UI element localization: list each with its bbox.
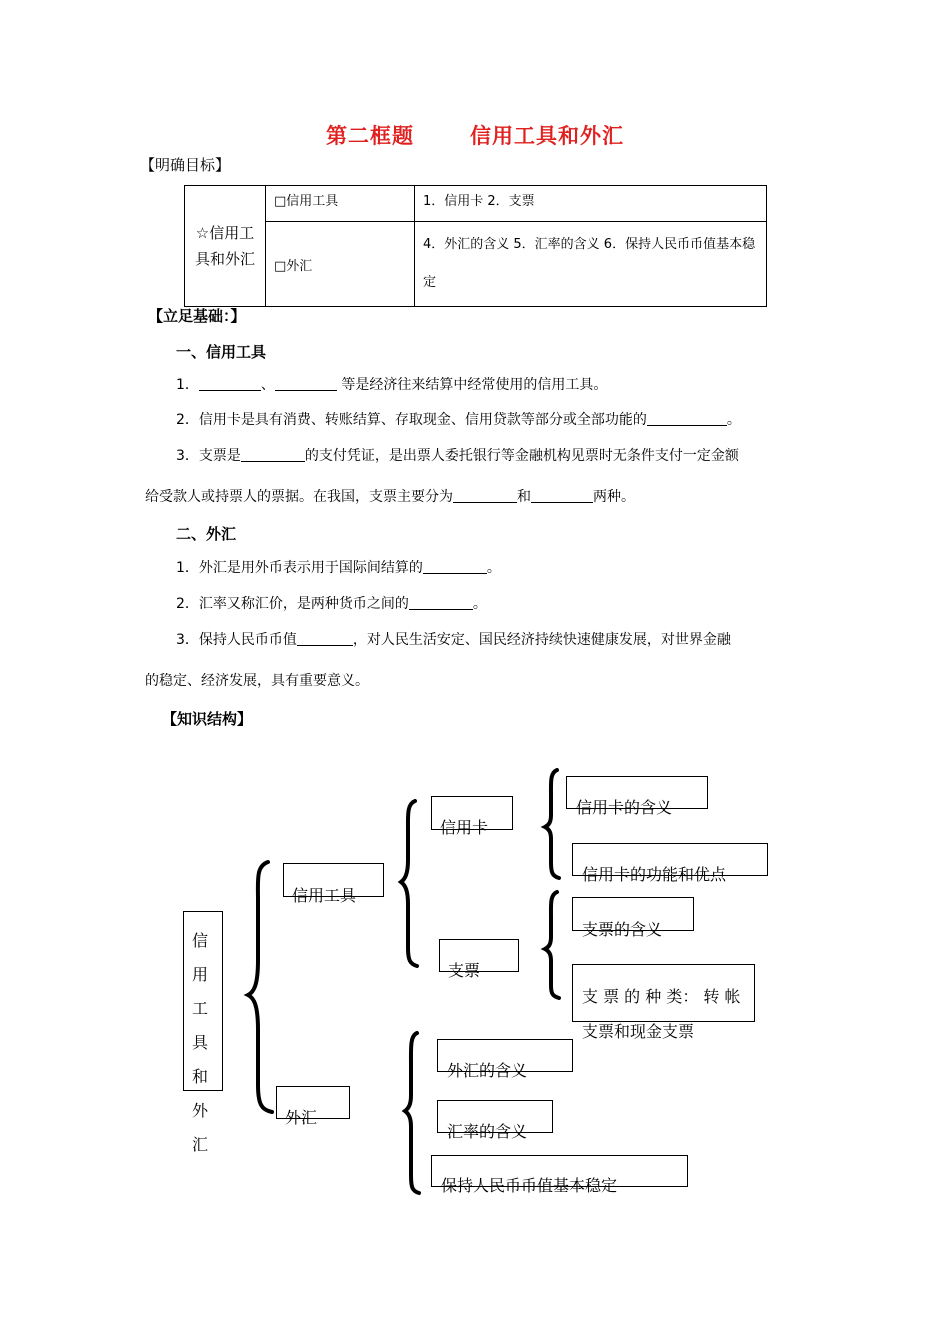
title-part2: 信用工具和外汇: [470, 124, 624, 148]
sec2-q3-line2: 的稳定、经济发展，具有重要意义。: [145, 673, 369, 689]
node-cc-meaning: 信用卡的含义: [576, 798, 673, 817]
structure-heading: 【知识结构】: [162, 710, 253, 728]
brace-credit-card: [545, 770, 559, 878]
node-check: 支票: [448, 961, 481, 980]
sec2-q2: 2．汇率又称汇价，是两种货币之间的 。: [176, 596, 487, 612]
node-stable: 保持人民币币值基本稳定: [441, 1176, 618, 1195]
brace-credit-tools: [401, 801, 417, 966]
goals-topic: ☆信用工具和外汇: [185, 186, 266, 307]
goals-points-credit: 1．信用卡 2．支票: [415, 186, 767, 222]
sec1-q3-line1: 3．支票是 的支付凭证，是出票人委托银行等金融机构见票时无条件支付一定金额: [176, 448, 739, 464]
sec1-q1: 1． 、 等是经济往来结算中经常使用的信用工具。: [176, 377, 608, 393]
goals-heading: 【明确目标】: [140, 156, 231, 174]
node-rate-meaning: 汇率的含义: [447, 1122, 528, 1141]
node-check-meaning: 支票的含义: [582, 920, 663, 939]
goals-points-forex: 4．外汇的含义 5．汇率的含义 6．保持人民币币值基本稳定: [415, 222, 767, 307]
node-forex: 外汇: [285, 1108, 318, 1127]
sec1-q3-line2: 给受款人或持票人的票据。在我国，支票主要分为 和 两种。: [145, 489, 635, 505]
basics-heading: 【立足基础：】: [148, 307, 246, 325]
brace-forex: [405, 1033, 419, 1193]
node-credit-card: 信用卡: [440, 818, 489, 837]
sec1-q2: 2．信用卡是具有消费、转账结算、存取现金、信用贷款等部分或全部功能的 。: [176, 412, 741, 428]
sec2-heading: 二、外汇: [176, 525, 237, 543]
goals-item-credit: □信用工具: [266, 186, 415, 222]
title-part1: 第二框题: [326, 124, 414, 148]
node-check-types-line2: 支票和现金支票: [582, 1022, 695, 1041]
brace-check: [545, 892, 559, 998]
root-label: 信 用 工 具 和 外 汇: [191, 931, 208, 1154]
sec1-heading: 一、信用工具: [176, 343, 267, 361]
node-credit-tools: 信用工具: [292, 886, 357, 905]
sec2-q1: 1．外汇是用外币表示用于国际间结算的 。: [176, 560, 501, 576]
brace-root: [248, 862, 272, 1112]
node-forex-meaning: 外汇的含义: [447, 1061, 528, 1080]
node-check-types-line1: 支 票 的 种 类： 转 帐: [582, 987, 741, 1006]
goals-item-forex: □外汇: [266, 222, 415, 307]
sec2-q3-line1: 3．保持人民币币值 ，对人民生活安定、国民经济持续快速健康发展，对世界金融: [176, 632, 731, 648]
node-cc-functions: 信用卡的功能和优点: [582, 865, 727, 884]
